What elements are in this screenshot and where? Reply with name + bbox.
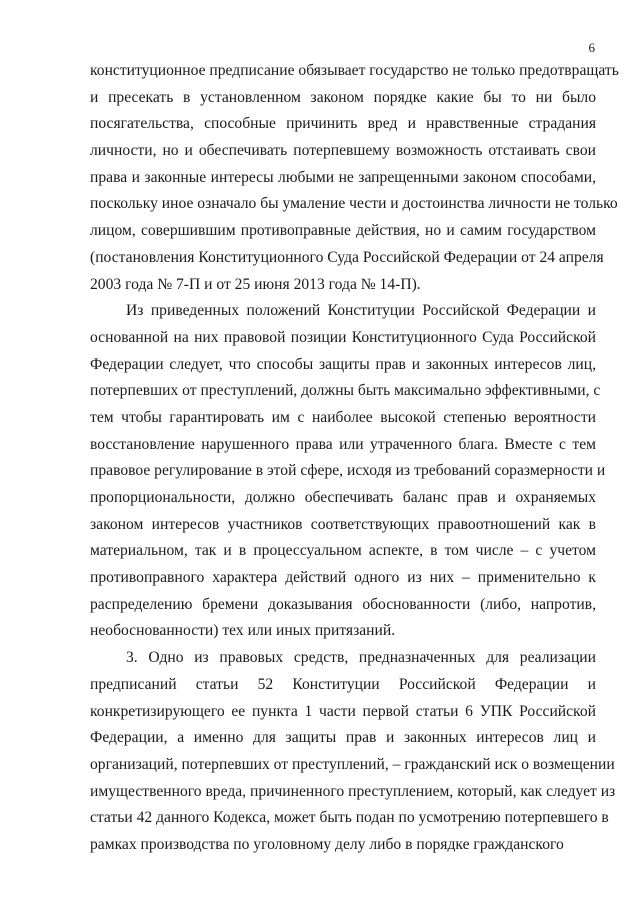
- text-line: организаций, потерпевших от преступлений, – гражданский иск о возмещении: [90, 755, 615, 773]
- text-line: основанной на них правовой позиции Конституционного Суда Российской: [90, 328, 596, 346]
- text-line: необоснованности) тех или иных притязаний.: [90, 622, 396, 640]
- text-line: предписаний статьи 52 Конституции Российской Федерации и: [90, 675, 596, 693]
- text-line: поскольку иное означало бы умаление чести и достоинства личности не только: [90, 195, 618, 213]
- text-line: материальном, так и в процессуальном аспекте, в том числе – с учетом: [90, 542, 596, 560]
- page-number: 6: [588, 40, 595, 55]
- text-line: законом интересов участников соответствующих правоотношений как в: [90, 515, 596, 533]
- text-line: 2003 года № 7-П и от 25 июня 2013 года № 14-П).: [90, 275, 421, 293]
- text-line: противоправного характера действий одного из них – применительно к: [90, 569, 596, 587]
- text-line: статьи 42 данного Кодекса, может быть подан по усмотрению потерпевшего в: [90, 809, 609, 827]
- document-body: [90, 58, 619, 859]
- text-line: и пресекать в установленном законом порядке какие бы то ни было: [90, 88, 596, 106]
- paragraph: [90, 58, 619, 298]
- text-line: права и законные интересы любыми не запрещенными законом способами,: [90, 168, 596, 186]
- text-line: пропорциональности, должно обеспечивать баланс прав и охраняемых: [90, 489, 596, 506]
- text-line: посягательства, способные причинить вред и нравственные страдания: [90, 115, 596, 133]
- text-line: потерпевших от преступлений, должны быть максимально эффективными, с: [90, 382, 601, 400]
- text-line: тем чтобы гарантировать им с наиболее высокой степенью вероятности: [90, 408, 596, 426]
- text-line: Федерации следует, что способы защиты прав и законных интересов лиц,: [90, 355, 596, 373]
- text-line: имущественного вреда, причиненного преступлением, который, как следует из: [90, 782, 616, 800]
- text-line: восстановление нарушенного права или утраченного блага. Вместе с тем: [90, 435, 596, 453]
- text-line: конкретизирующего ее пункта 1 части первой статьи 6 УПК Российской: [90, 702, 596, 720]
- text-line: (постановления Конституционного Суда Российской Федерации от 24 апреля: [90, 248, 604, 266]
- paragraph: [90, 645, 616, 859]
- text-line: Федерации, а именно для защиты прав и законных интересов лиц и: [90, 729, 596, 747]
- text-line: распределению бремени доказывания обоснованности (либо, напротив,: [90, 595, 596, 613]
- text-line: лицом, совершившим противоправные действия, но и самим государством: [90, 222, 596, 240]
- text-line: личности, но и обеспечивать потерпевшему возможность отстаивать свои: [90, 142, 596, 160]
- text-line: правовое регулирование в этой сфере, исходя из требований соразмерности и: [90, 462, 606, 480]
- text-line: рамках производства по уголовному делу либо в порядке гражданского: [90, 835, 564, 853]
- paragraph: [90, 298, 606, 645]
- text-line: Из приведенных положений Конституции Российской Федерации и: [126, 302, 596, 320]
- text-line: 3. Одно из правовых средств, предназначенных для реализации: [126, 649, 596, 667]
- text-line: конституционное предписание обязывает государство не только предотвращать: [90, 62, 619, 79]
